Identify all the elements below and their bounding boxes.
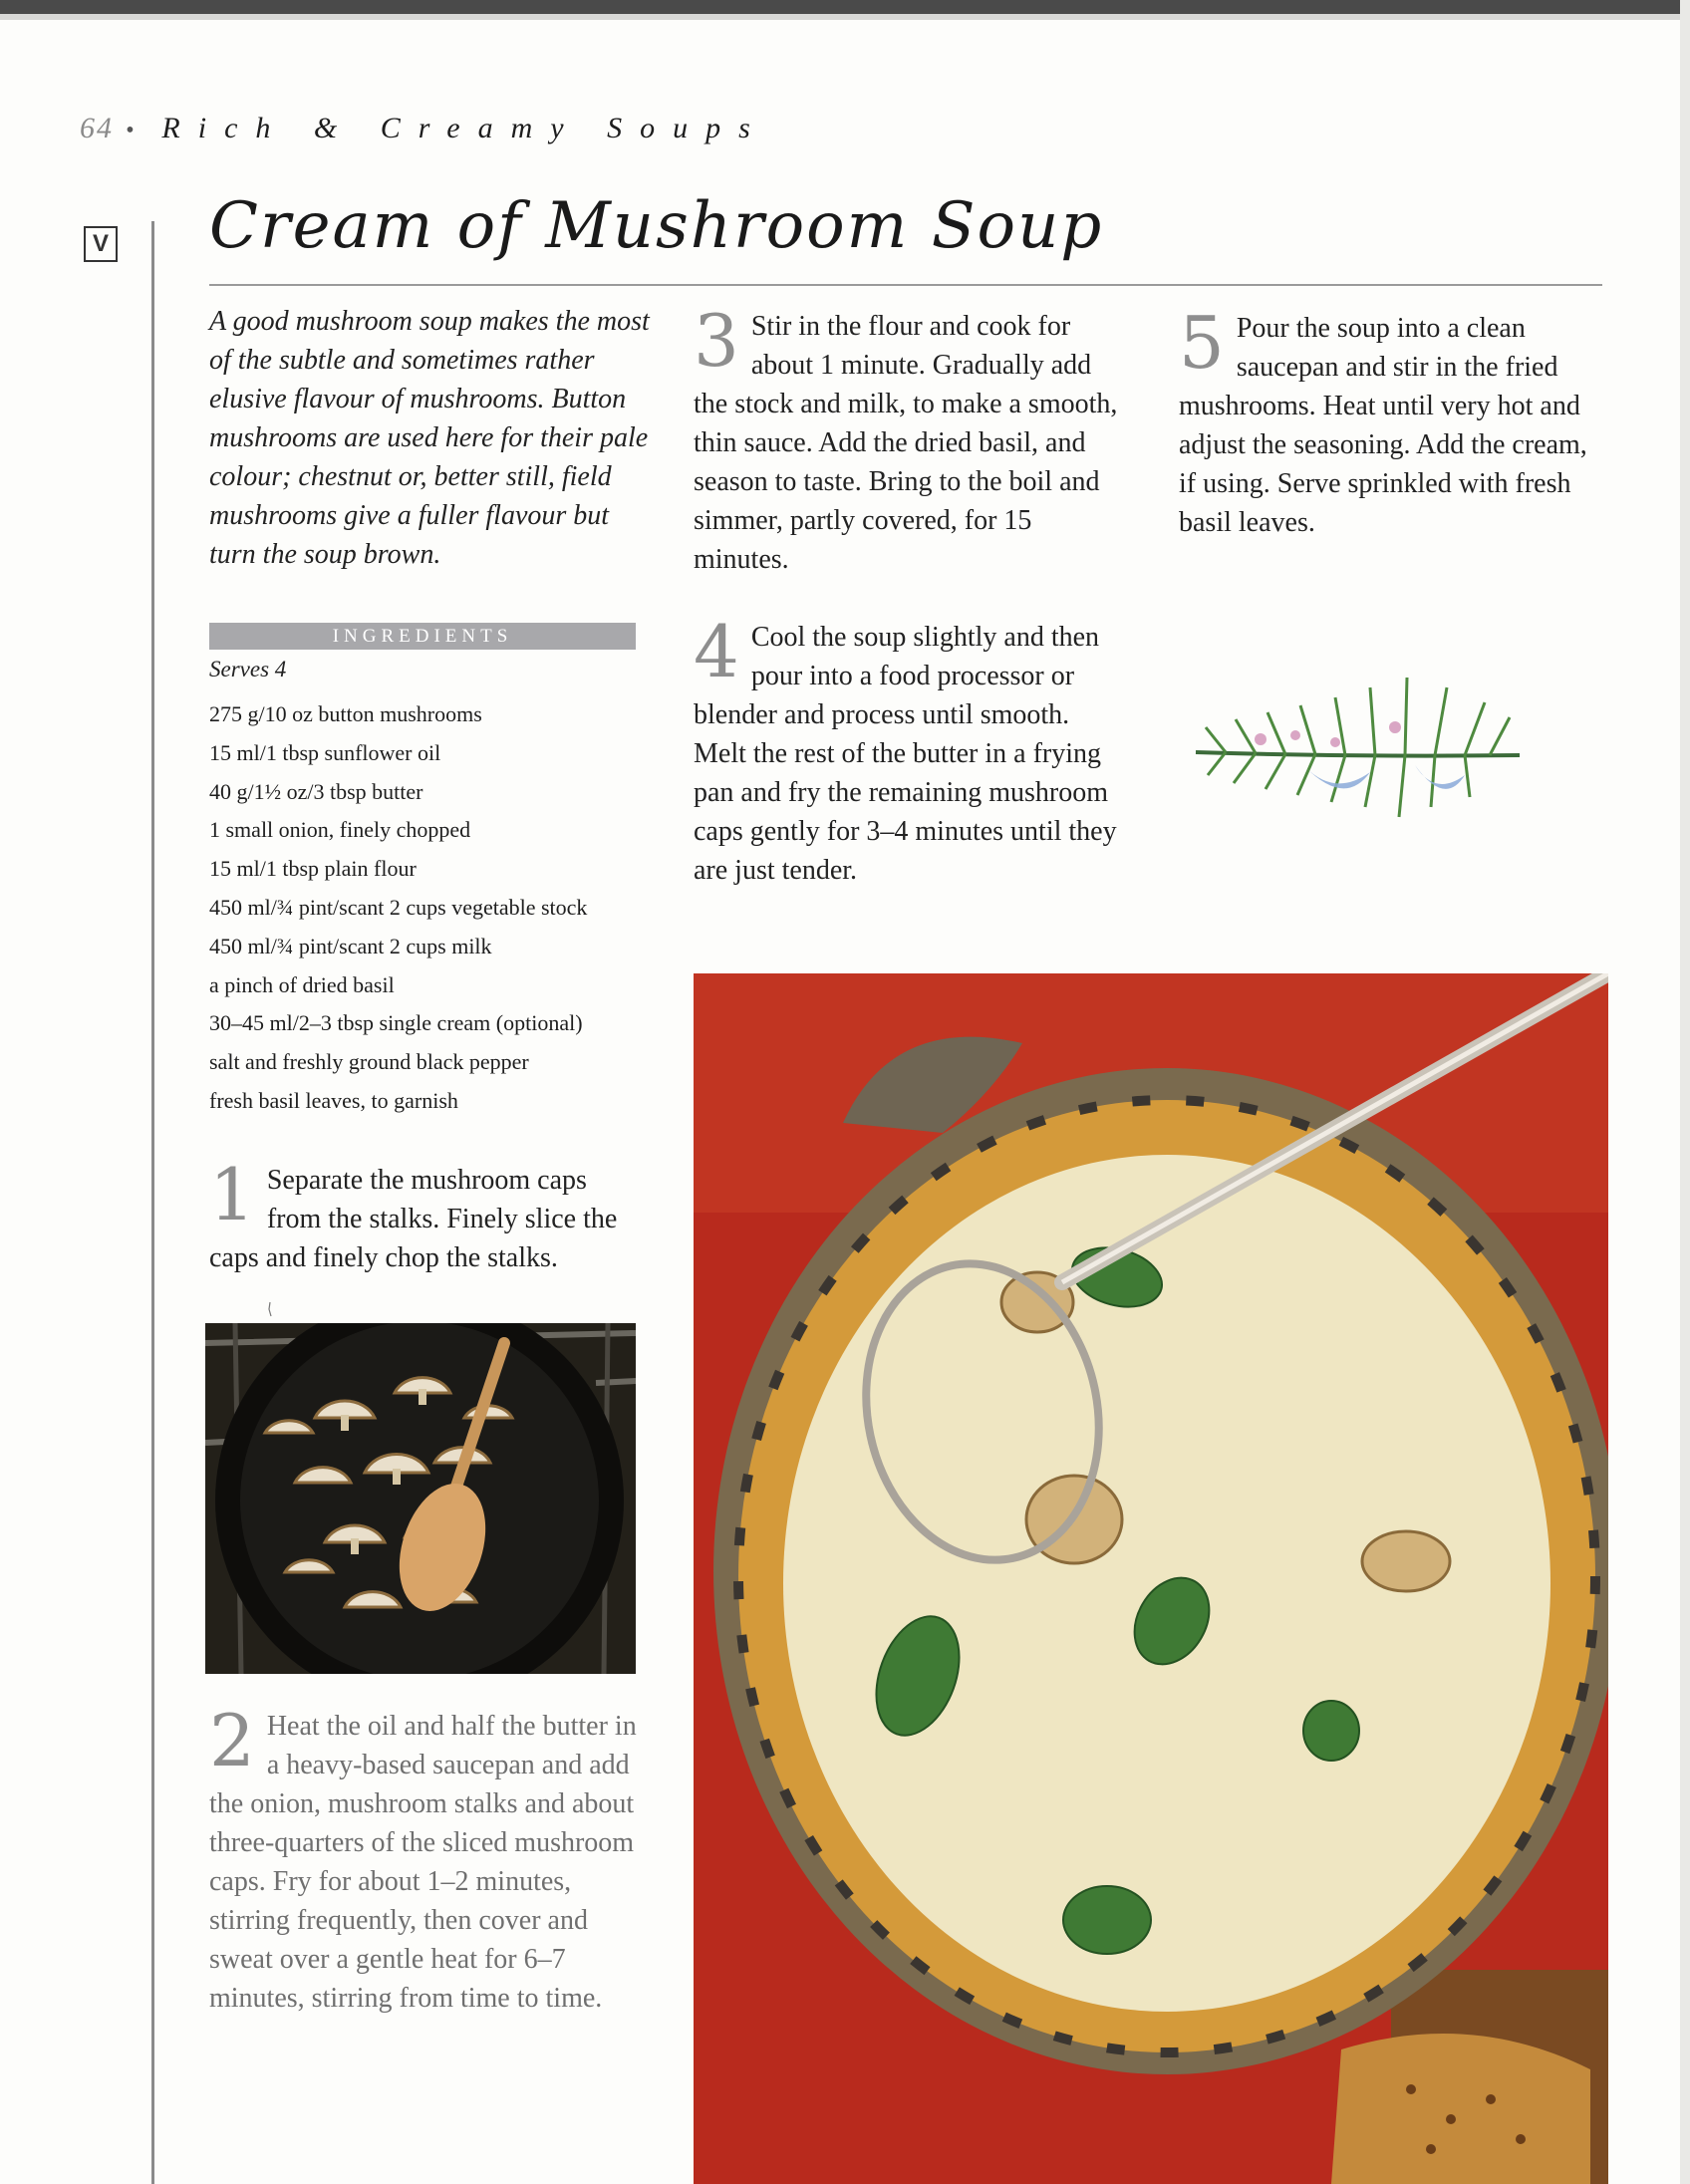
ingredients-list	[209, 695, 587, 1121]
ingredients-heading: INGREDIENTS	[209, 623, 636, 650]
step-1	[209, 1153, 648, 1277]
step-2	[209, 1699, 638, 2018]
step-text: Heat the oil and half the butter in a heavy-based saucepan and add the onion, mushroom stalks and about three-quarters of the sliced mushroom caps. Fry for about 1–2 minutes, stirring frequently, then cover and sweat over a gentle heat for 6–7 minutes, stirring from time to time.	[209, 1711, 637, 2014]
step-3	[694, 299, 1124, 579]
top-edge-shadow	[0, 14, 1690, 20]
ingredient-item: 275 g/10 oz button mushrooms	[209, 701, 482, 726]
recipe-intro: A good mushroom soup makes the most of the subtle and sometimes rather elusive flavour of mushrooms. Button mushrooms are used here for their pale colour; chestnut or, better still, field mushrooms give a fuller flavour but turn the soup brown.	[209, 306, 650, 570]
step-number: 2	[209, 1699, 255, 1782]
recipe-title: Cream of Mushroom Soup	[209, 189, 1104, 263]
step-text: Separate the mushroom caps from the stalks. Finely slice the caps and finely chop the stalks.	[209, 1165, 618, 1273]
step-text: Cool the soup slightly and then pour into a food processor or blender and process until smooth. Melt the rest of the butter in a frying pan and fry the remaining mushroom caps gently for 3–4 minutes until they are just tender.	[694, 622, 1117, 886]
step-number: 3	[694, 299, 739, 383]
soup-bowl-photo	[694, 973, 1608, 2184]
ingredient-item: fresh basil leaves, to garnish	[209, 1087, 458, 1113]
ingredient-item: a pinch of dried basil	[209, 971, 395, 997]
ingredient-item: 30–45 ml/2–3 tbsp single cream (optional)	[209, 1010, 583, 1036]
scan-speck	[265, 1301, 275, 1317]
ingredient-item: 15 ml/1 tbsp plain flour	[209, 856, 417, 882]
margin-rule	[151, 221, 154, 2184]
step-text: Pour the soup into a clean saucepan and stir in the fried mushrooms. Heat until very hot and adjust the seasoning. Add the cream, if using. Serve sprinkled with fresh basil leaves.	[1179, 313, 1587, 538]
section-title: Rich & Creamy Soups	[161, 112, 768, 144]
ingredient-item: 15 ml/1 tbsp sunflower oil	[209, 739, 441, 765]
step-text: Stir in the flour and cook for about 1 minute. Gradually add the stock and milk, to make a smooth, thin sauce. Add the dried basil, and season to taste. Bring to the boil and simmer, partly covered, for 15 minutes.	[694, 311, 1118, 575]
vegetarian-badge: V	[84, 226, 118, 262]
right-edge-shadow	[1680, 0, 1690, 2184]
step-number: 1	[209, 1153, 255, 1236]
step-5	[1179, 301, 1597, 542]
ingredient-item: 450 ml/¾ pint/scant 2 cups milk	[209, 933, 492, 958]
top-edge-rule	[0, 0, 1690, 14]
ingredient-item: salt and freshly ground black pepper	[209, 1049, 529, 1075]
rosemary-illustration	[1186, 658, 1530, 832]
ingredient-item: 450 ml/¾ pint/scant 2 cups vegetable stock	[209, 894, 588, 920]
step-number: 4	[694, 610, 739, 693]
page-number: 64	[80, 112, 114, 144]
running-head	[80, 112, 768, 145]
serves-label: Serves 4	[209, 657, 287, 682]
title-rule	[209, 284, 1602, 286]
frying-mushrooms-photo	[205, 1323, 636, 1674]
step-4	[694, 610, 1124, 890]
ingredient-item: 40 g/1½ oz/3 tbsp butter	[209, 778, 423, 804]
bullet-separator: •	[126, 118, 135, 143]
step-number: 5	[1179, 301, 1225, 385]
ingredient-item: 1 small onion, finely chopped	[209, 817, 471, 843]
